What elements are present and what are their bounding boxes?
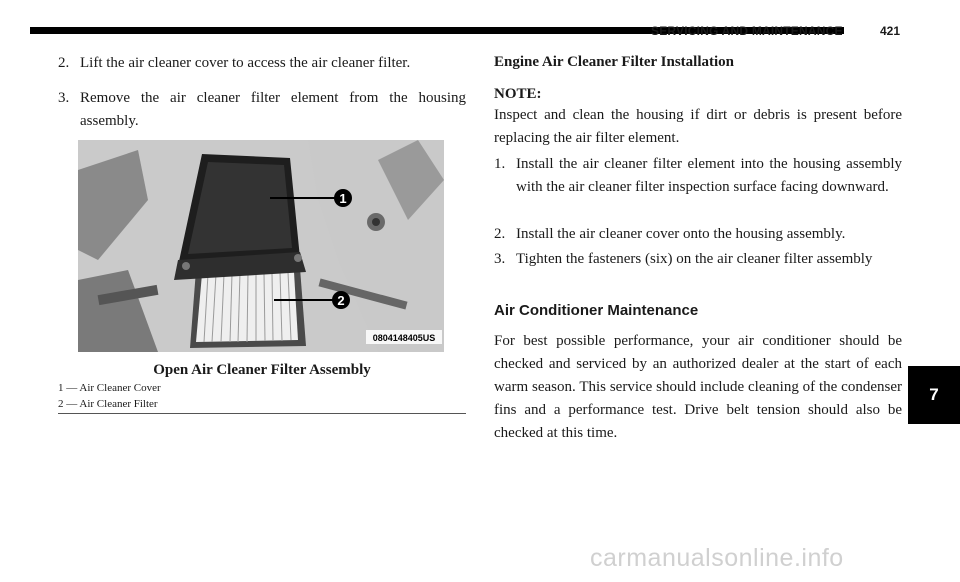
legend-divider — [58, 413, 466, 414]
ac-heading: Air Conditioner Maintenance — [494, 302, 699, 319]
step-text: Lift the air cleaner cover to access the air cleaner filter. — [80, 55, 411, 71]
figure-legend — [58, 380, 161, 412]
section-title: SERVICING AND MAINTENANCE — [651, 24, 843, 38]
figure-caption: Open Air Cleaner Filter Assembly — [153, 362, 371, 378]
right-step-1 — [494, 153, 902, 199]
step-number: 1. — [494, 156, 506, 172]
watermark: carmanualsonline.info — [590, 544, 844, 572]
ac-text: For best possible performance, your air conditioner should be checked and serviced by an authorized dealer at the start of each warm season. This service should include cleaning of the condenser fins and a performance test. Drive belt tension should also be checked at this time. — [494, 333, 902, 441]
left-step-2 — [58, 52, 466, 75]
image-code: 0804148405US — [372, 333, 436, 343]
installation-heading: Engine Air Cleaner Filter Installation — [494, 54, 735, 70]
callout-1-label: 1 — [339, 191, 347, 206]
right-step-2 — [494, 223, 902, 246]
legend-item-1: 1 — Air Cleaner Cover — [58, 382, 161, 394]
step-text: Install the air cleaner filter element into the housing assembly with the air cleaner filter inspection surface facing downward. — [516, 156, 902, 195]
step-number: 2. — [494, 226, 506, 242]
left-step-3 — [58, 87, 466, 133]
step-number: 2. — [58, 55, 70, 71]
step-number: 3. — [58, 90, 70, 106]
page-number: 421 — [880, 24, 901, 38]
chapter-tab[interactable]: 7 — [908, 366, 960, 424]
air-cleaner-photo — [78, 140, 444, 352]
step-text: Install the air cleaner cover onto the housing assembly. — [516, 226, 846, 242]
note-label: NOTE: — [494, 86, 542, 102]
legend-item-2: 2 — Air Cleaner Filter — [58, 398, 158, 410]
right-step-3 — [494, 248, 902, 271]
step-number: 3. — [494, 251, 506, 267]
step-text: Remove the air cleaner filter element from the housing assembly. — [80, 90, 466, 129]
note-text: Inspect and clean the housing if dirt or debris is present before replacing the air filter element. — [494, 107, 902, 146]
step-text: Tighten the fasteners (six) on the air cleaner filter assembly — [516, 251, 873, 267]
callout-2-label: 2 — [337, 293, 345, 308]
